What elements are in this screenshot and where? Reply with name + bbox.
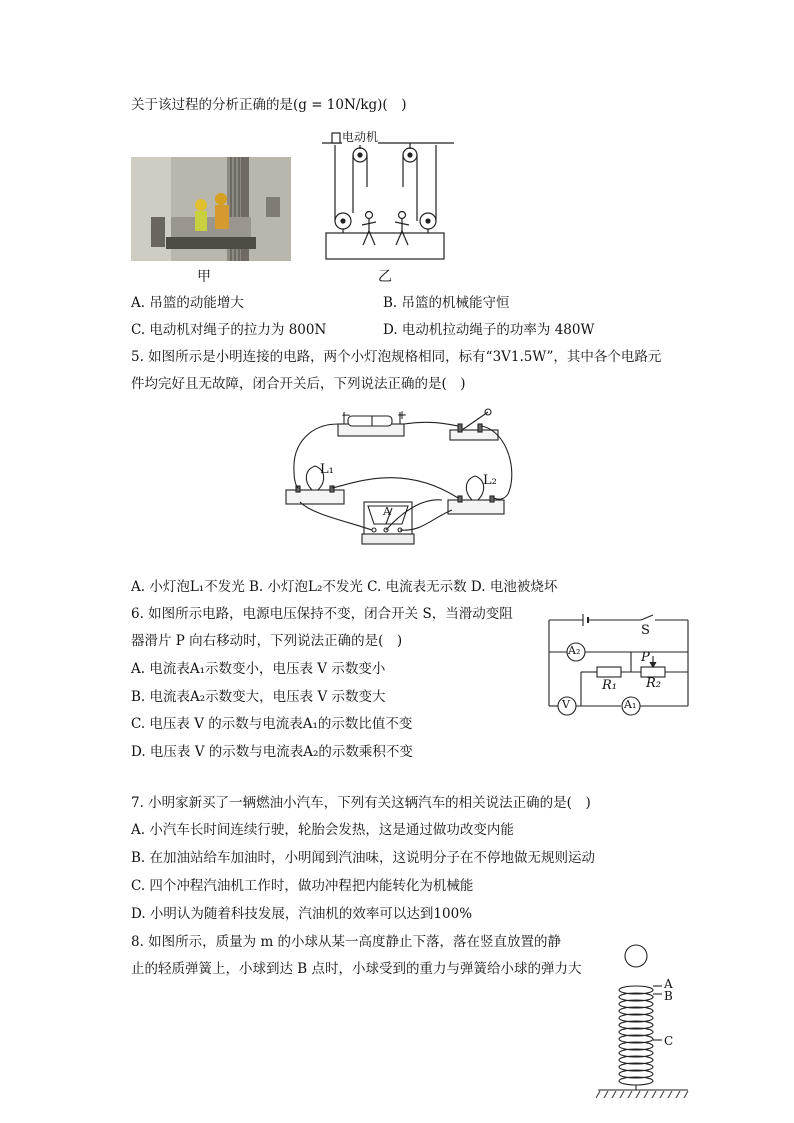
q8-spring-diagram [596, 940, 692, 1102]
q4-photo-figure [131, 157, 291, 261]
q4-option-a: A. 吊篮的动能增大 [131, 295, 244, 311]
q7-option-c: C. 四个冲程汽油机工作时，做功冲程把内能转化为机械能 [131, 878, 474, 894]
q6-slider-p-label: P [641, 650, 650, 665]
q6-ammeter-a2-label: A₂ [568, 644, 581, 657]
q5-stem-line1: 5. 如图所示是小明连接的电路，两个小灯泡规格相同，标有“3V1.5W”，其中各个电路元 [131, 349, 662, 365]
q6-option-d: D. 电压表 V 的示数与电流表A₂的示数乘积不变 [131, 744, 413, 760]
q6-voltmeter-v-label: V [562, 698, 570, 711]
q6-stem-line2: 器滑片 P 向右移动时，下列说法正确的是( ) [131, 633, 403, 649]
q5-options: A. 小灯泡L₁不发光 B. 小灯泡L₂不发光 C. 电流表无示数 D. 电池被烧坏 [131, 579, 558, 595]
q5-lamp-l2-label: L₂ [483, 473, 497, 488]
q4-stem: 关于该过程的分析正确的是(g = 10N/kg)( ) [131, 97, 407, 113]
q4-motor-label: 电动机 [342, 130, 379, 144]
q8-stem-line1: 8. 如图所示，质量为 m 的小球从某一高度静止下落，落在竖直放置的静 [131, 934, 562, 950]
q8-point-c-label: C [664, 1034, 674, 1048]
q4-figure-label-jia: 甲 [197, 269, 211, 285]
q6-stem-line1: 6. 如图所示电路，电源电压保持不变，闭合开关 S，当滑动变阻 [131, 606, 513, 622]
q8-point-b-label: B [664, 989, 673, 1003]
q5-stem-line2: 件均完好且无故障，闭合开关后，下列说法正确的是( ) [131, 376, 466, 392]
q6-option-a: A. 电流表A₁示数变小，电压表 V 示数变小 [131, 661, 386, 677]
q4-pulley-diagram [318, 127, 458, 263]
q6-option-c: C. 电压表 V 的示数与电流表A₁的示数比值不变 [131, 716, 413, 732]
q5-battery-plus-label: + [397, 408, 408, 422]
q4-option-c: C. 电动机对绳子的拉力为 800N [131, 322, 327, 338]
q6-ammeter-a1-label: A₁ [624, 698, 637, 711]
q6-switch-s-label: S [641, 623, 650, 638]
q7-option-a: A. 小汽车长时间连续行驶，轮胎会发热，这是通过做功改变内能 [131, 822, 514, 838]
q7-stem: 7. 小明家新买了一辆燃油小汽车，下列有关这辆汽车的相关说法正确的是( ) [131, 795, 591, 811]
q5-lamp-l1-label: L₁ [320, 462, 334, 477]
q6-resistor-r1-label: R₁ [602, 678, 617, 693]
q6-option-b: B. 电流表A₂示数变大，电压表 V 示数变大 [131, 689, 386, 705]
q5-ammeter-label: A [383, 505, 391, 518]
q5-battery-minus-label: − [341, 408, 352, 422]
q4-figure-label-yi: 乙 [378, 269, 392, 285]
q4-option-b: B. 吊篮的机械能守恒 [383, 295, 510, 311]
q7-option-b: B. 在加油站给车加油时，小明闻到汽油味，这说明分子在不停地做无规则运动 [131, 850, 596, 866]
q4-option-d: D. 电动机拉动绳子的功率为 480W [383, 322, 595, 338]
q7-option-d: D. 小明认为随着科技发展，汽油机的效率可以达到100% [131, 906, 473, 922]
q8-point-a-label: A [664, 977, 673, 991]
q8-stem-line2: 止的轻质弹簧上，小球到达 B 点时，小球受到的重力与弹簧给小球的弹力大 [131, 961, 582, 977]
q6-resistor-r2-label: R₂ [646, 676, 661, 691]
